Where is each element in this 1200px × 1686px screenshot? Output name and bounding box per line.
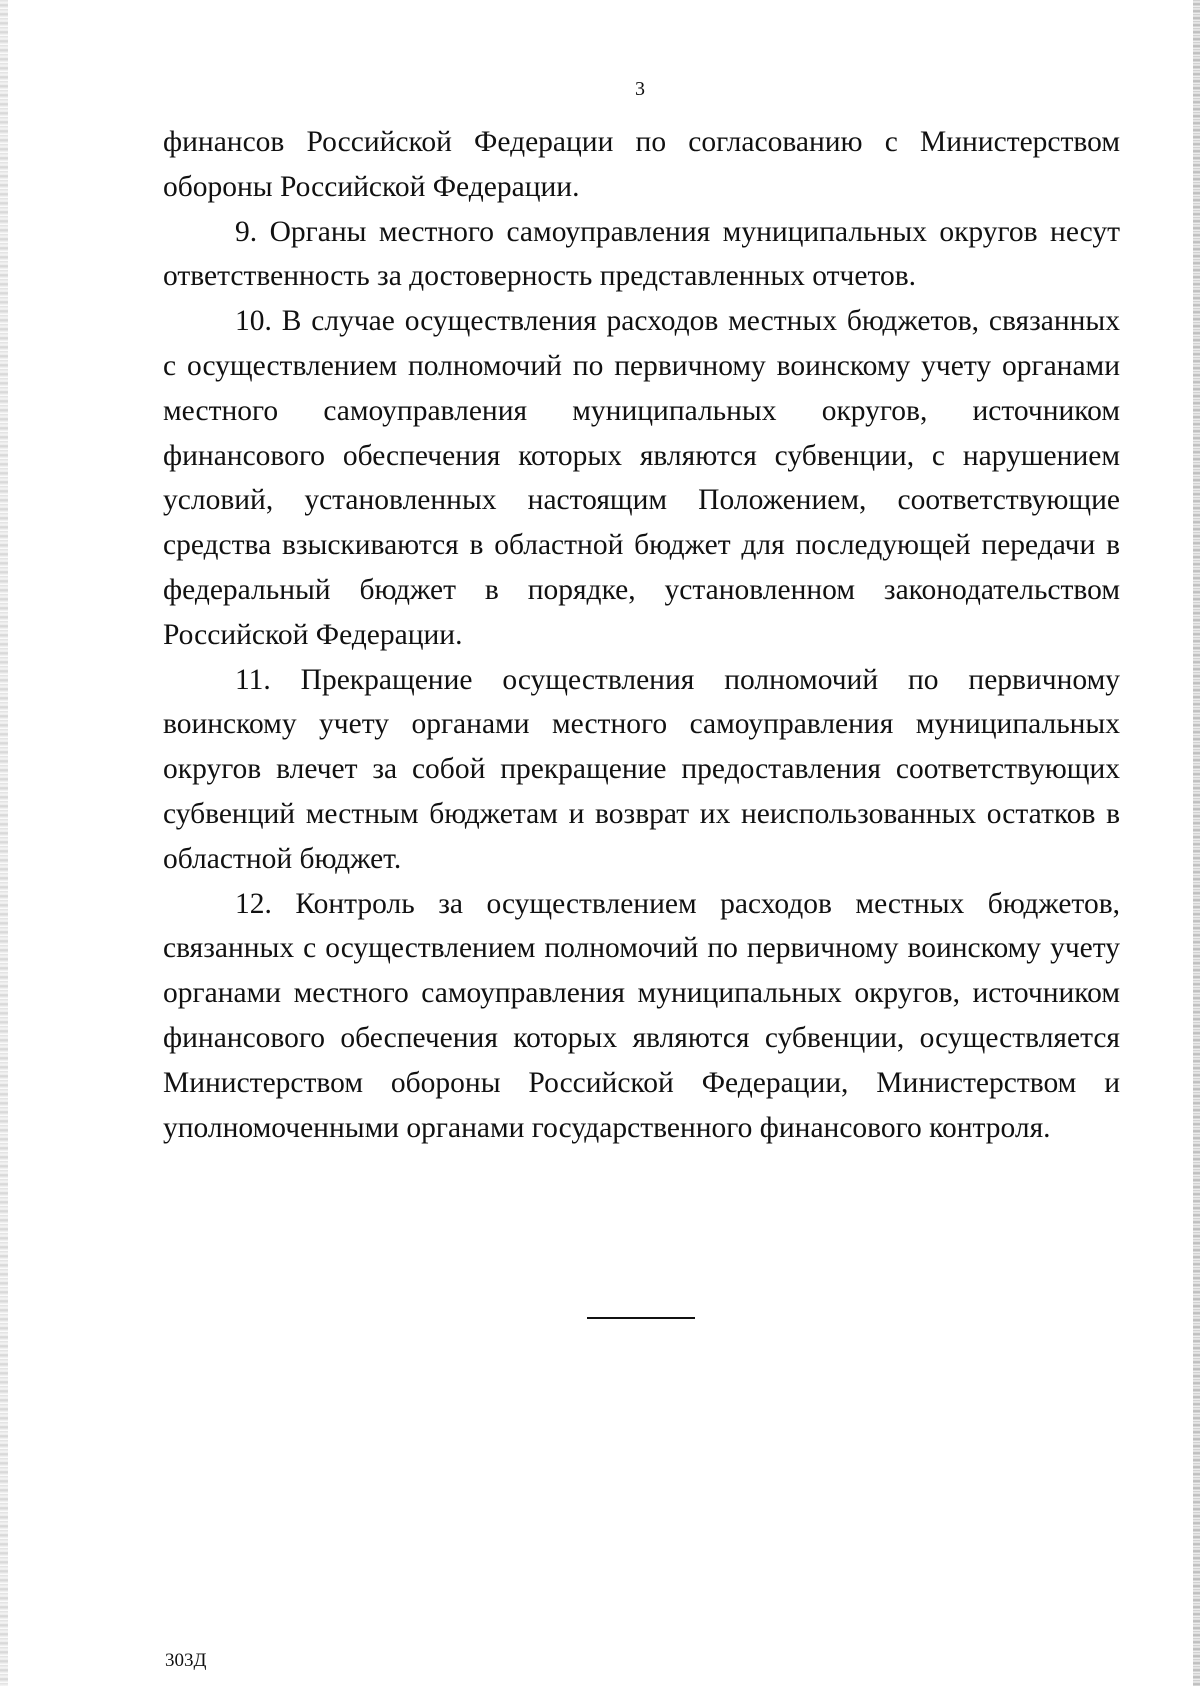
end-of-text-rule [587,1317,695,1319]
paragraph-item-11: 11. Прекращение осуществления полномочий по первичному воинскому учету органами местного самоуправления муниципальных округов влечет за собой прекращение предоставления соответствующих субвенций местным бюджетам и возврат их неиспользованных остатков в областной бюджет. [163,663,1120,875]
document-body [163,120,1120,1150]
page-number: 3 [635,78,645,100]
paragraph-item-12: 12. Контроль за осуществлением расходов местных бюджетов, связанных с осуществлением полномочий по первичному воинскому учету органами местного самоуправления муниципальных округов, источником финансового обеспечения которых являются субвенции, осуществляется Министерством обороны Российской Федерации, Министерством и уполномоченными органами государственного финансового контроля. [163,887,1120,1144]
document-code: 303Д [165,1650,207,1671]
scan-edge-left [0,0,8,1686]
paragraph-item-9: 9. Органы местного самоуправления муниципальных округов несут ответственность за достоверность представленных отчетов. [163,215,1120,293]
paragraph-item-10: 10. В случае осуществления расходов местных бюджетов, связанных с осуществлением полномочий по первичному воинскому учету органами местного самоуправления муниципальных округов, источником финансового обеспечения которых являются субвенции, с нарушением условий, установленных настоящим Положением, соответствующие средства взыскиваются в областной бюджет для последующей передачи в федеральный бюджет в порядке, установленном законодательством Российской Федерации. [163,305,1120,651]
paragraph-continuation: финансов Российской Федерации по согласованию с Министерством обороны Российской Федерации. [163,126,1120,203]
scan-edge-right [1193,0,1200,1686]
